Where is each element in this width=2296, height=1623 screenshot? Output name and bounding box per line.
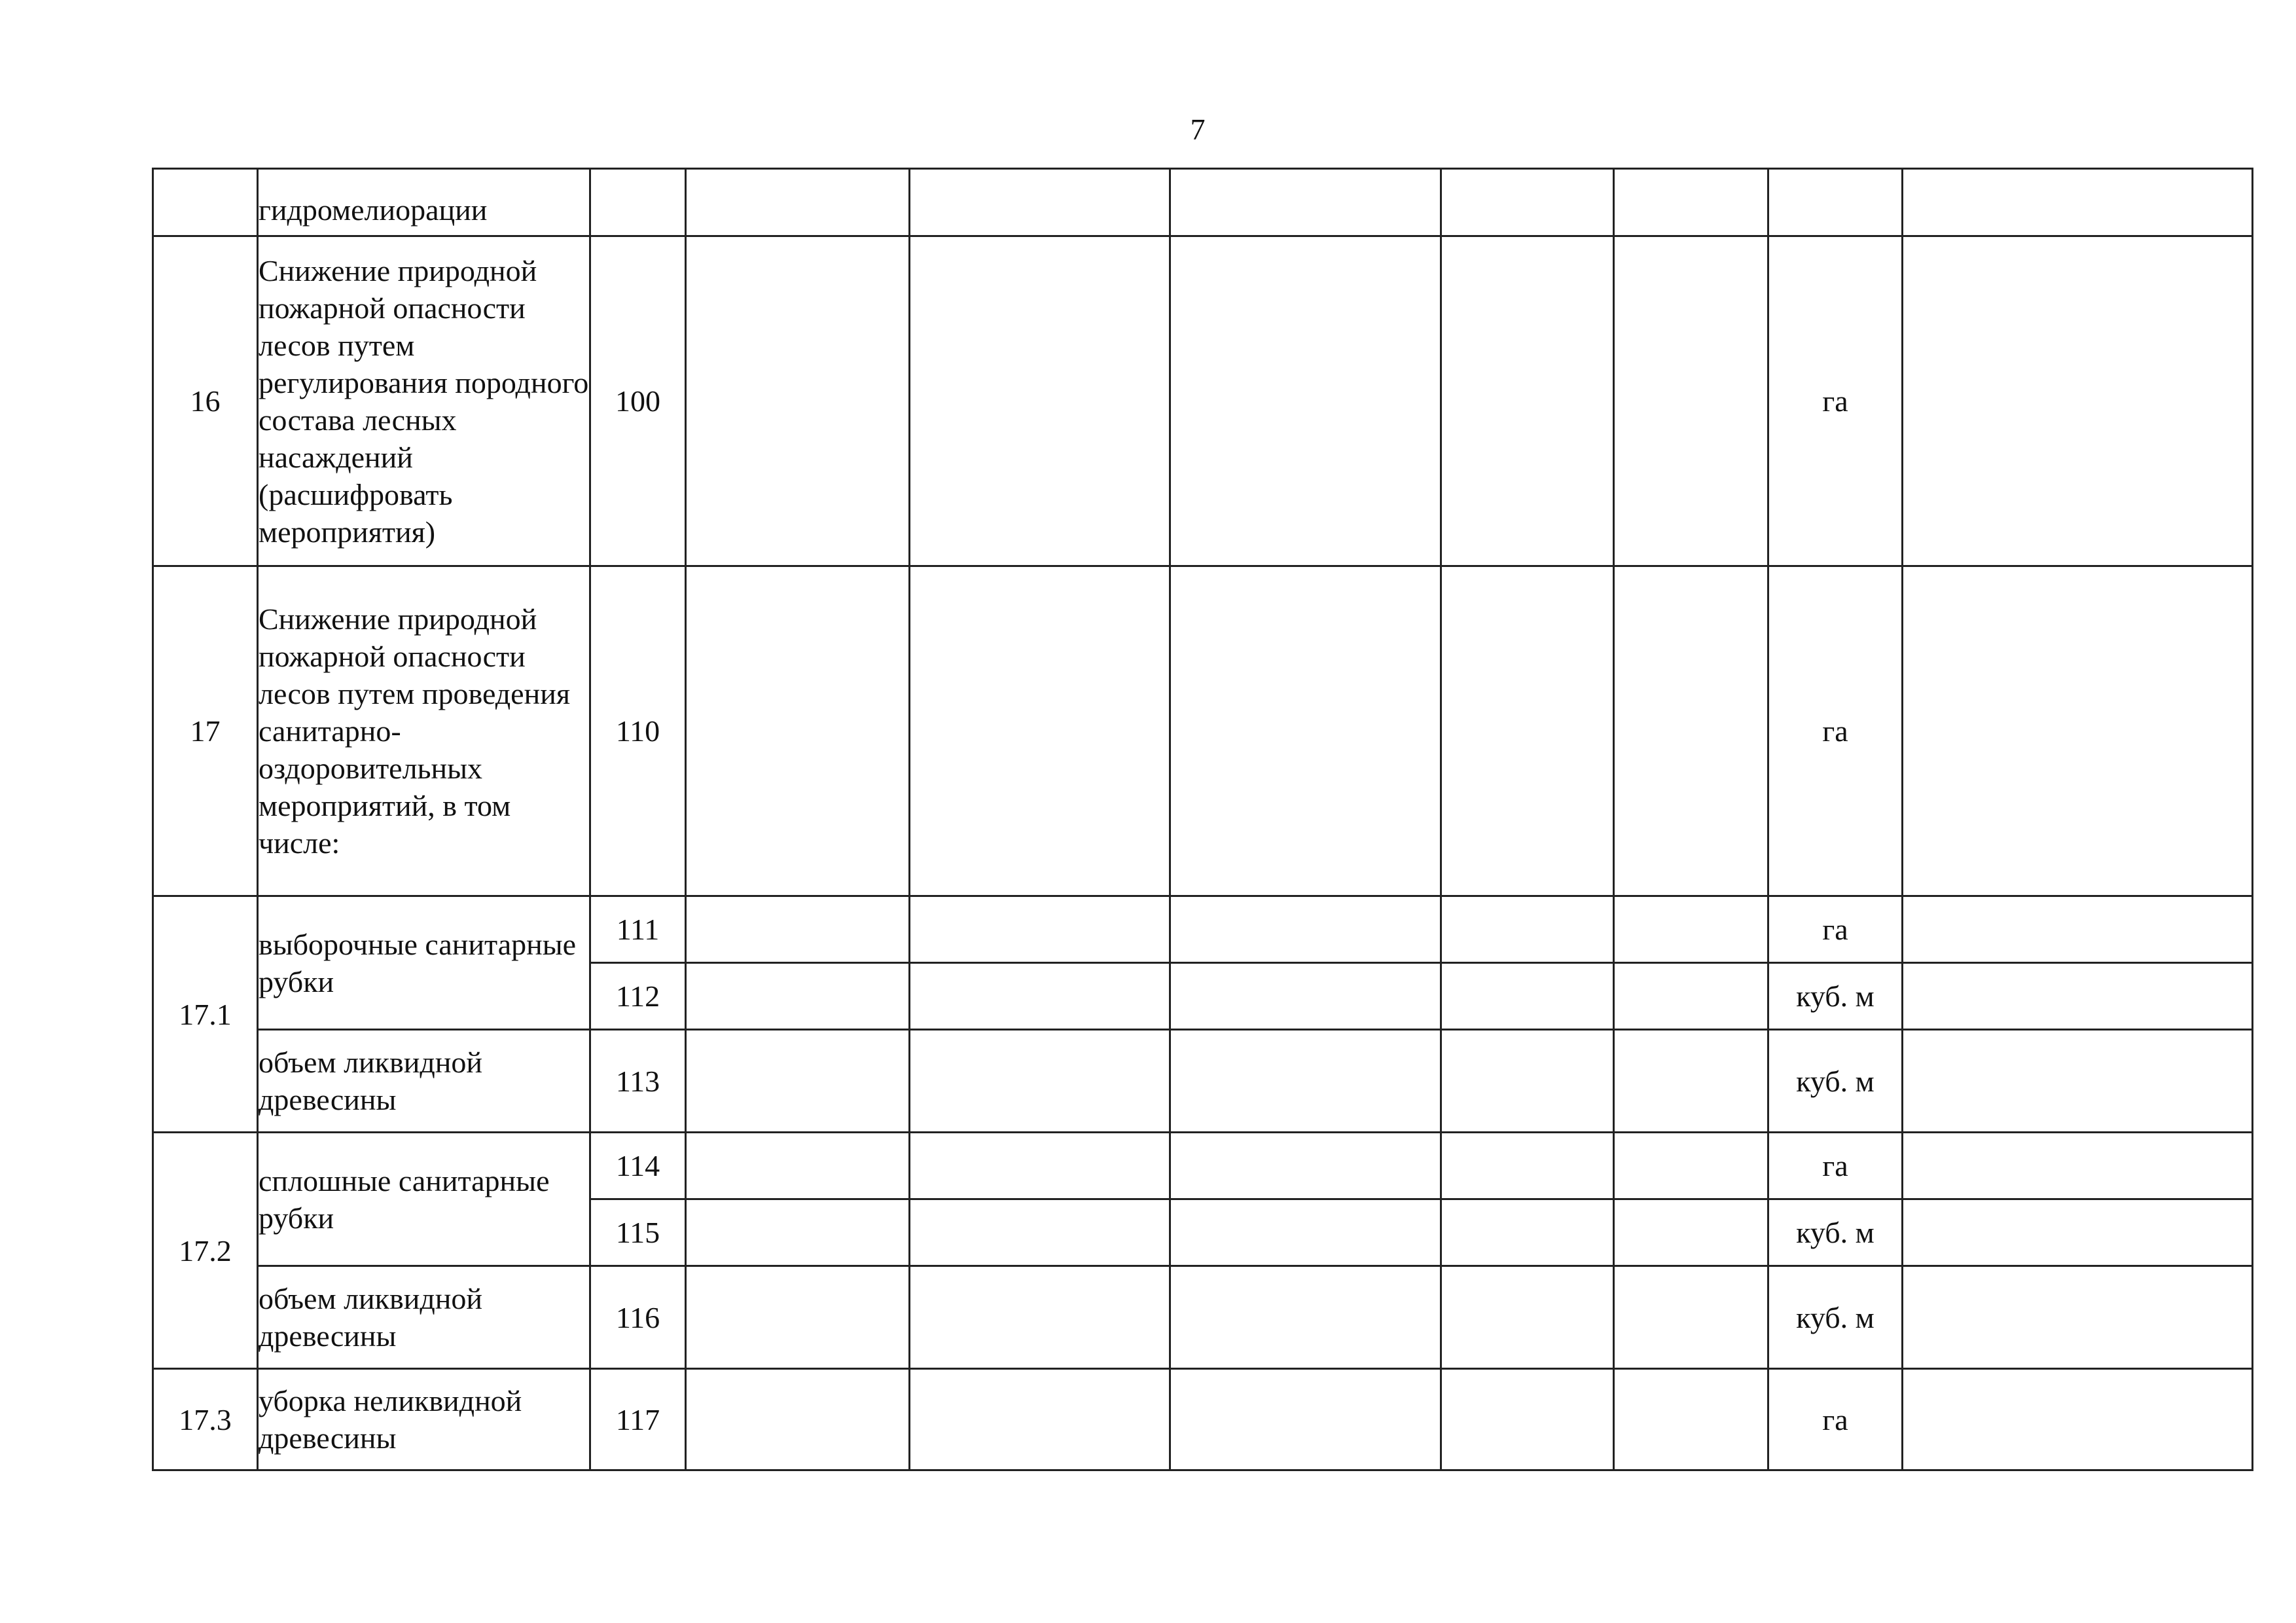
empty-cell (686, 1369, 910, 1470)
row-code: 115 (590, 1199, 686, 1266)
empty-cell (686, 566, 910, 896)
table-row (153, 1369, 2253, 1470)
row-name: выборочные санитарные рубки (258, 896, 590, 1030)
row-name: гидромелиорации (258, 169, 590, 236)
empty-cell (1170, 1133, 1441, 1199)
row-code: 117 (590, 1369, 686, 1470)
empty-cell (1441, 236, 1614, 566)
empty-cell (910, 963, 1170, 1030)
empty-cell (1441, 1199, 1614, 1266)
empty-cell (686, 236, 910, 566)
empty-cell (1903, 963, 2253, 1030)
empty-cell (686, 169, 910, 236)
empty-cell (1170, 1030, 1441, 1133)
empty-cell (1614, 896, 1768, 963)
empty-cell (1614, 236, 1768, 566)
table-row (153, 896, 2253, 963)
row-number (153, 169, 258, 236)
row-name: объем ликвидной древесины (258, 1030, 590, 1133)
row-name: Снижение природной пожарной опасности лесов путем проведения санитарно-оздоровительных мероприятий, в том числе: (258, 566, 590, 896)
empty-cell (1903, 896, 2253, 963)
row-code: 110 (590, 566, 686, 896)
empty-cell (910, 1199, 1170, 1266)
row-name: сплошные санитарные рубки (258, 1133, 590, 1266)
empty-cell (1441, 963, 1614, 1030)
row-name: Снижение природной пожарной опасности лесов путем регулирования породного состава лесных насаждений (расшифровать мероприятия) (258, 236, 590, 566)
empty-cell (686, 896, 910, 963)
empty-cell (910, 896, 1170, 963)
row-unit: куб. м (1768, 1030, 1903, 1133)
empty-cell (686, 963, 910, 1030)
empty-cell (1614, 1369, 1768, 1470)
empty-cell (1614, 1030, 1768, 1133)
row-number: 16 (153, 236, 258, 566)
row-name: уборка неликвидной древесины (258, 1369, 590, 1470)
empty-cell (1441, 1266, 1614, 1369)
empty-cell (1170, 1369, 1441, 1470)
empty-cell (1614, 1199, 1768, 1266)
row-number: 17.2 (153, 1133, 258, 1369)
empty-cell (1170, 1266, 1441, 1369)
empty-cell (1170, 1199, 1441, 1266)
row-unit: га (1768, 1369, 1903, 1470)
table-row (153, 1030, 2253, 1133)
row-code: 100 (590, 236, 686, 566)
empty-cell (1441, 1030, 1614, 1133)
empty-cell (1441, 566, 1614, 896)
report-table (152, 168, 2253, 1471)
row-code: 113 (590, 1030, 686, 1133)
row-unit: га (1768, 896, 1903, 963)
empty-cell (1903, 1199, 2253, 1266)
empty-cell (910, 169, 1170, 236)
empty-cell (686, 1133, 910, 1199)
empty-cell (1903, 1030, 2253, 1133)
page-number: 7 (1190, 113, 1206, 146)
row-unit: куб. м (1768, 1266, 1903, 1369)
empty-cell (910, 236, 1170, 566)
empty-cell (1170, 169, 1441, 236)
row-unit: га (1768, 236, 1903, 566)
empty-cell (1170, 896, 1441, 963)
empty-cell (1614, 1266, 1768, 1369)
row-number: 17.1 (153, 896, 258, 1133)
row-code (590, 169, 686, 236)
empty-cell (1903, 236, 2253, 566)
table-row (153, 169, 2253, 236)
empty-cell (1614, 963, 1768, 1030)
empty-cell (1903, 566, 2253, 896)
row-code: 116 (590, 1266, 686, 1369)
row-unit: га (1768, 1133, 1903, 1199)
empty-cell (1614, 566, 1768, 896)
row-code: 114 (590, 1133, 686, 1199)
row-unit: га (1768, 566, 1903, 896)
table-row (153, 566, 2253, 896)
empty-cell (1170, 566, 1441, 896)
row-number: 17.3 (153, 1369, 258, 1470)
empty-cell (910, 1133, 1170, 1199)
empty-cell (1441, 896, 1614, 963)
empty-cell (1170, 236, 1441, 566)
empty-cell (686, 1266, 910, 1369)
row-code: 111 (590, 896, 686, 963)
empty-cell (686, 1199, 910, 1266)
row-unit: куб. м (1768, 963, 1903, 1030)
empty-cell (1903, 1133, 2253, 1199)
empty-cell (686, 1030, 910, 1133)
row-unit: куб. м (1768, 1199, 1903, 1266)
row-name: объем ликвидной древесины (258, 1266, 590, 1369)
row-unit (1768, 169, 1903, 236)
table-row (153, 1133, 2253, 1199)
empty-cell (1903, 1266, 2253, 1369)
empty-cell (910, 566, 1170, 896)
row-number: 17 (153, 566, 258, 896)
empty-cell (910, 1369, 1170, 1470)
empty-cell (1903, 169, 2253, 236)
empty-cell (1441, 169, 1614, 236)
table-row (153, 1266, 2253, 1369)
empty-cell (1614, 1133, 1768, 1199)
empty-cell (1614, 169, 1768, 236)
empty-cell (1441, 1133, 1614, 1199)
table-row (153, 236, 2253, 566)
row-code: 112 (590, 963, 686, 1030)
empty-cell (1441, 1369, 1614, 1470)
empty-cell (1903, 1369, 2253, 1470)
empty-cell (910, 1030, 1170, 1133)
empty-cell (1170, 963, 1441, 1030)
empty-cell (910, 1266, 1170, 1369)
